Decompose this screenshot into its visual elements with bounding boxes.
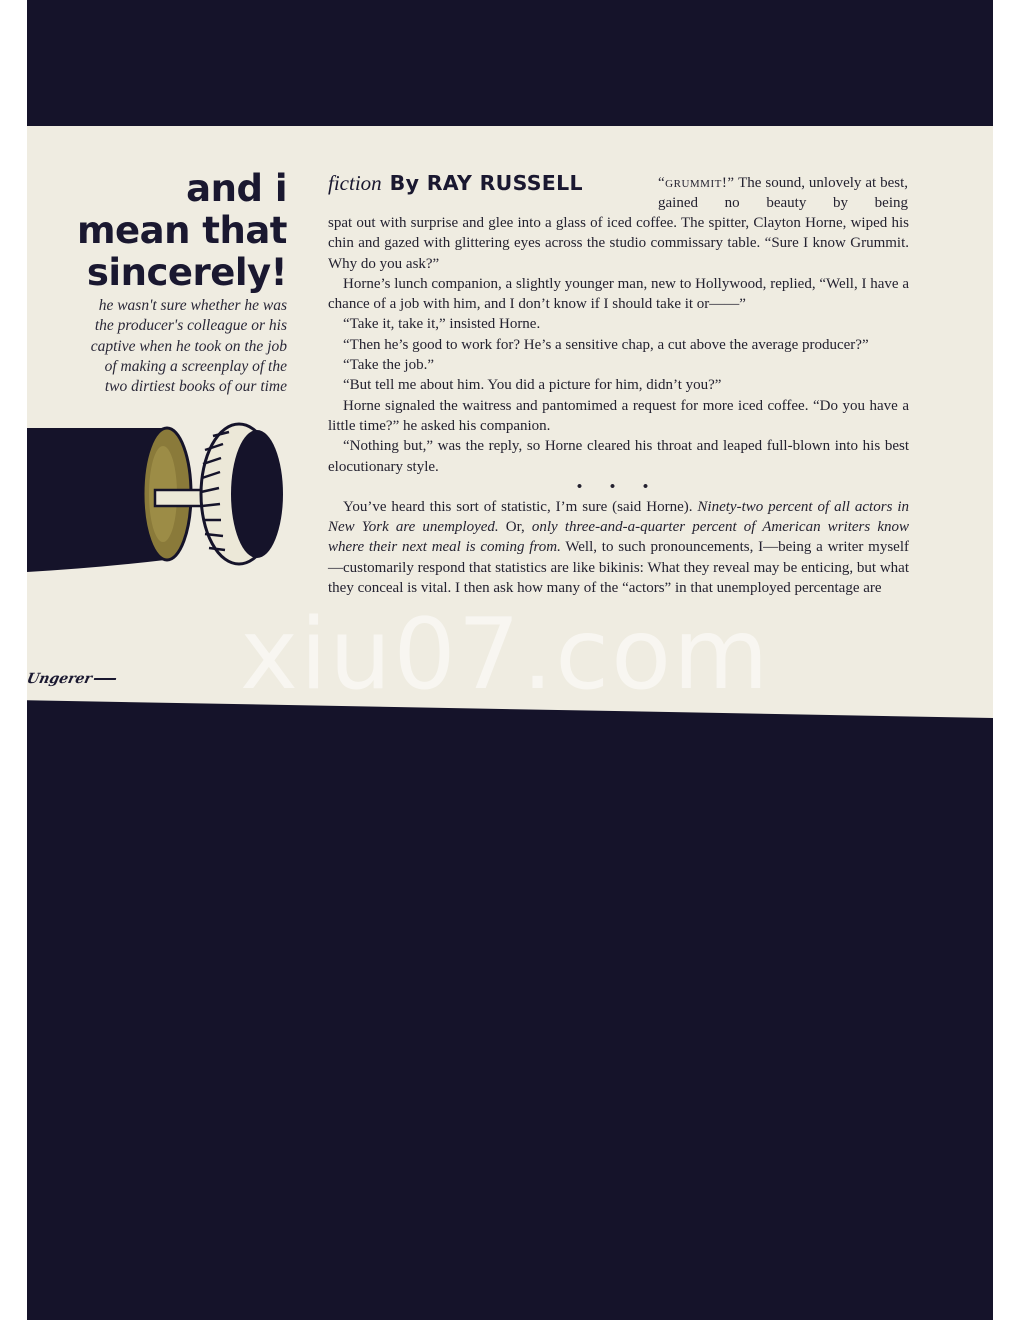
section-separator: • • • [576, 478, 661, 495]
paragraph-text: Or, [498, 519, 532, 536]
paragraph [328, 497, 909, 598]
opening-text: The sound, unlovely at best, gained no beauty by being [658, 175, 908, 212]
section-kicker: fiction [328, 171, 382, 195]
deck-subtitle [37, 296, 287, 397]
author-name: By RAY RUSSELL [389, 171, 583, 195]
headline-line: sincerely! [86, 251, 287, 294]
italic-statistic: only three-and-a-quarter percent of American writers know where their next meal is coming from. [328, 519, 909, 556]
paragraph: “Then he’s good to work for? He’s a sensitive chap, a cut above the average producer?” [343, 336, 869, 353]
byline [328, 171, 583, 196]
deck-line: the producer's colleague or his [94, 317, 287, 335]
headline [0, 168, 287, 294]
article-body [328, 213, 909, 598]
watermark: xiu07.com [240, 598, 771, 712]
lead-word: “grummit!” [658, 175, 735, 191]
paragraph-text: You’ve heard this sort of statistic, I’m sure (said Horne). [343, 498, 698, 515]
paragraph: spat out with surprise and glee into a glass of iced coffee. The spitter, Clayton Horne, wiped his chin and gazed with glittering eyes across the studio commissary table. “Sure I know Grummit. Why do you ask?” [328, 215, 909, 272]
headline-line: mean that [76, 209, 287, 252]
artist-signature: Ungerer [25, 671, 117, 687]
deck-line: of making a screenplay of the [104, 357, 287, 375]
deck-line: he wasn't sure whether he was [98, 297, 287, 314]
paragraph-text: Well, to such pronouncements, I—being a writer myself—customarily respond that statistics are like bikinis: What they reveal may be enticing, but what they conceal is vital. I then ask how many of the “actors” in that unemployed percentage are [328, 539, 909, 597]
deck-line: captive when he took on the job [90, 337, 287, 355]
headline-line: and i [186, 167, 287, 210]
paragraph: “Nothing but,” was the reply, so Horne cleared his throat and leaped full-blown into his best elocutionary style. [328, 438, 909, 475]
opening-lines [658, 173, 908, 214]
paragraph: “Take it, take it,” insisted Horne. [343, 316, 541, 333]
paragraph: Horne signaled the waitress and pantomimed a request for more iced coffee. “Do you have a little time?” he asked his companion. [328, 397, 909, 434]
paragraph: “But tell me about him. You did a picture for him, didn’t you?” [343, 377, 722, 394]
italic-statistic: Ninety-two percent of all actors in New York are unemployed. [328, 498, 910, 536]
deck-line: two dirtiest books of our time [104, 378, 287, 396]
paragraph: Horne’s lunch companion, a slightly younger man, new to Hollywood, replied, “Well, I have a chance of a job with him, and I don’t know if I should take it or——” [328, 275, 909, 313]
cylinder-illustration [27, 410, 297, 580]
paragraph: “Take the job.” [343, 357, 434, 374]
